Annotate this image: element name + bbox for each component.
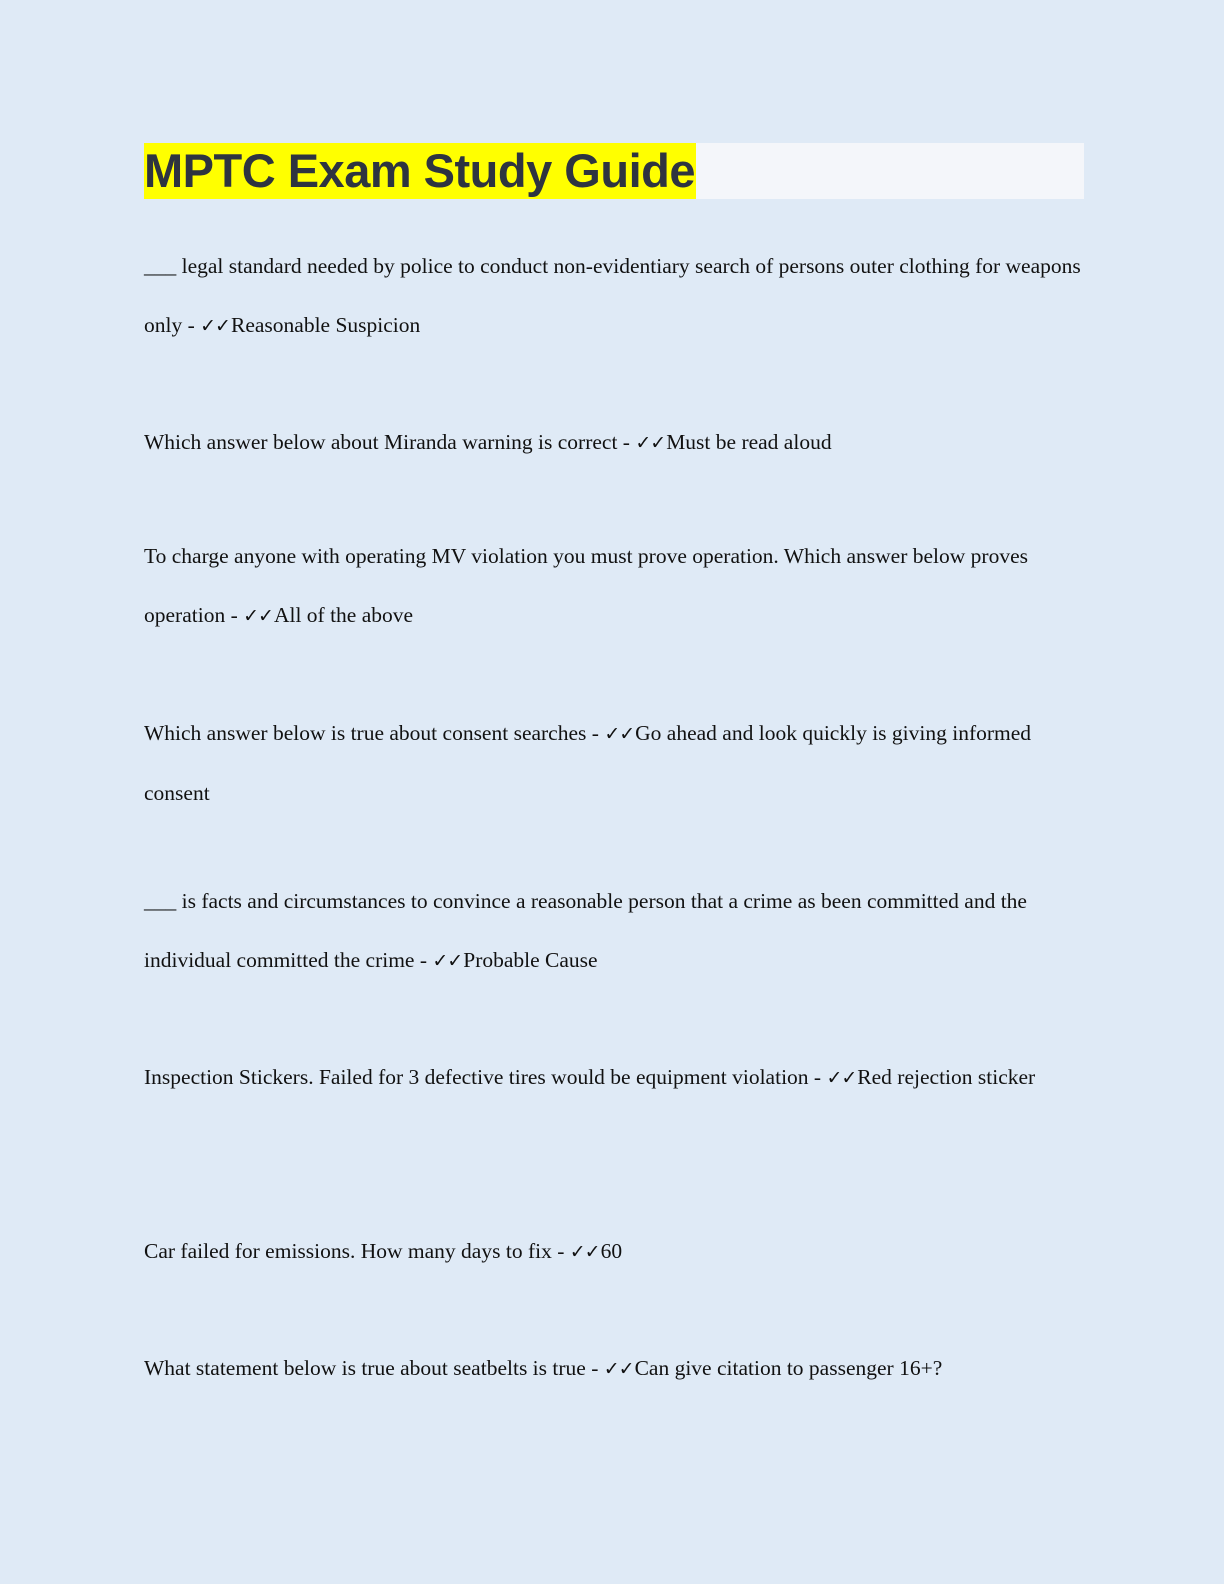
page-title: MPTC Exam Study Guide: [144, 144, 695, 197]
question-text: Which answer below about Miranda warning is correct -: [144, 430, 636, 454]
question-text: ___ is facts and circumstances to convince a reasonable person that a crime as been committed and the individual committed the crime -: [144, 889, 1027, 972]
qa-item-5: [144, 872, 1084, 991]
answer-text: All of the above: [273, 603, 414, 627]
qa-item-3: [144, 527, 1084, 646]
question-text: Car failed for emissions. How many days to fix -: [144, 1239, 570, 1263]
question-text: ___ legal standard needed by police to conduct non-evidentiary search of persons outer clothing for weapons only -: [144, 254, 1081, 337]
answer-text: Go ahead and look quickly is giving informed consent: [144, 721, 1032, 805]
qa-item-8: [144, 1339, 1084, 1399]
question-text: Which answer below is true about consent searches -: [144, 721, 605, 745]
qa-item-2: [144, 413, 1084, 473]
question-text: Inspection Stickers. Failed for 3 defective tires would be equipment violation -: [144, 1065, 827, 1089]
answer-text: Probable Cause: [463, 948, 598, 972]
double-check-icon: ✓✓: [243, 605, 273, 627]
qa-item-4: [144, 704, 1084, 823]
double-check-icon: ✓✓: [826, 1067, 857, 1089]
qa-item-6: [144, 1048, 1084, 1108]
double-check-icon: ✓✓: [200, 315, 230, 337]
qa-item-7: [144, 1222, 1084, 1282]
double-check-icon: ✓✓: [432, 950, 463, 972]
question-text: What statement below is true about seatbelts is true -: [144, 1356, 604, 1380]
qa-item-1: [144, 237, 1084, 356]
question-text: To charge anyone with operating MV violation you must prove operation. Which answer below proves operation -: [144, 544, 1028, 627]
answer-text: Can give citation to passenger 16+?: [634, 1356, 943, 1380]
answer-text: Red rejection sticker: [857, 1065, 1036, 1089]
double-check-icon: ✓✓: [603, 1358, 634, 1380]
double-check-icon: ✓✓: [569, 1241, 600, 1263]
double-check-icon: ✓✓: [604, 723, 635, 745]
double-check-icon: ✓✓: [635, 432, 666, 454]
answer-text: Reasonable Suspicion: [230, 313, 421, 337]
answer-text: Must be read aloud: [666, 430, 832, 454]
answer-text: 60: [600, 1239, 623, 1263]
